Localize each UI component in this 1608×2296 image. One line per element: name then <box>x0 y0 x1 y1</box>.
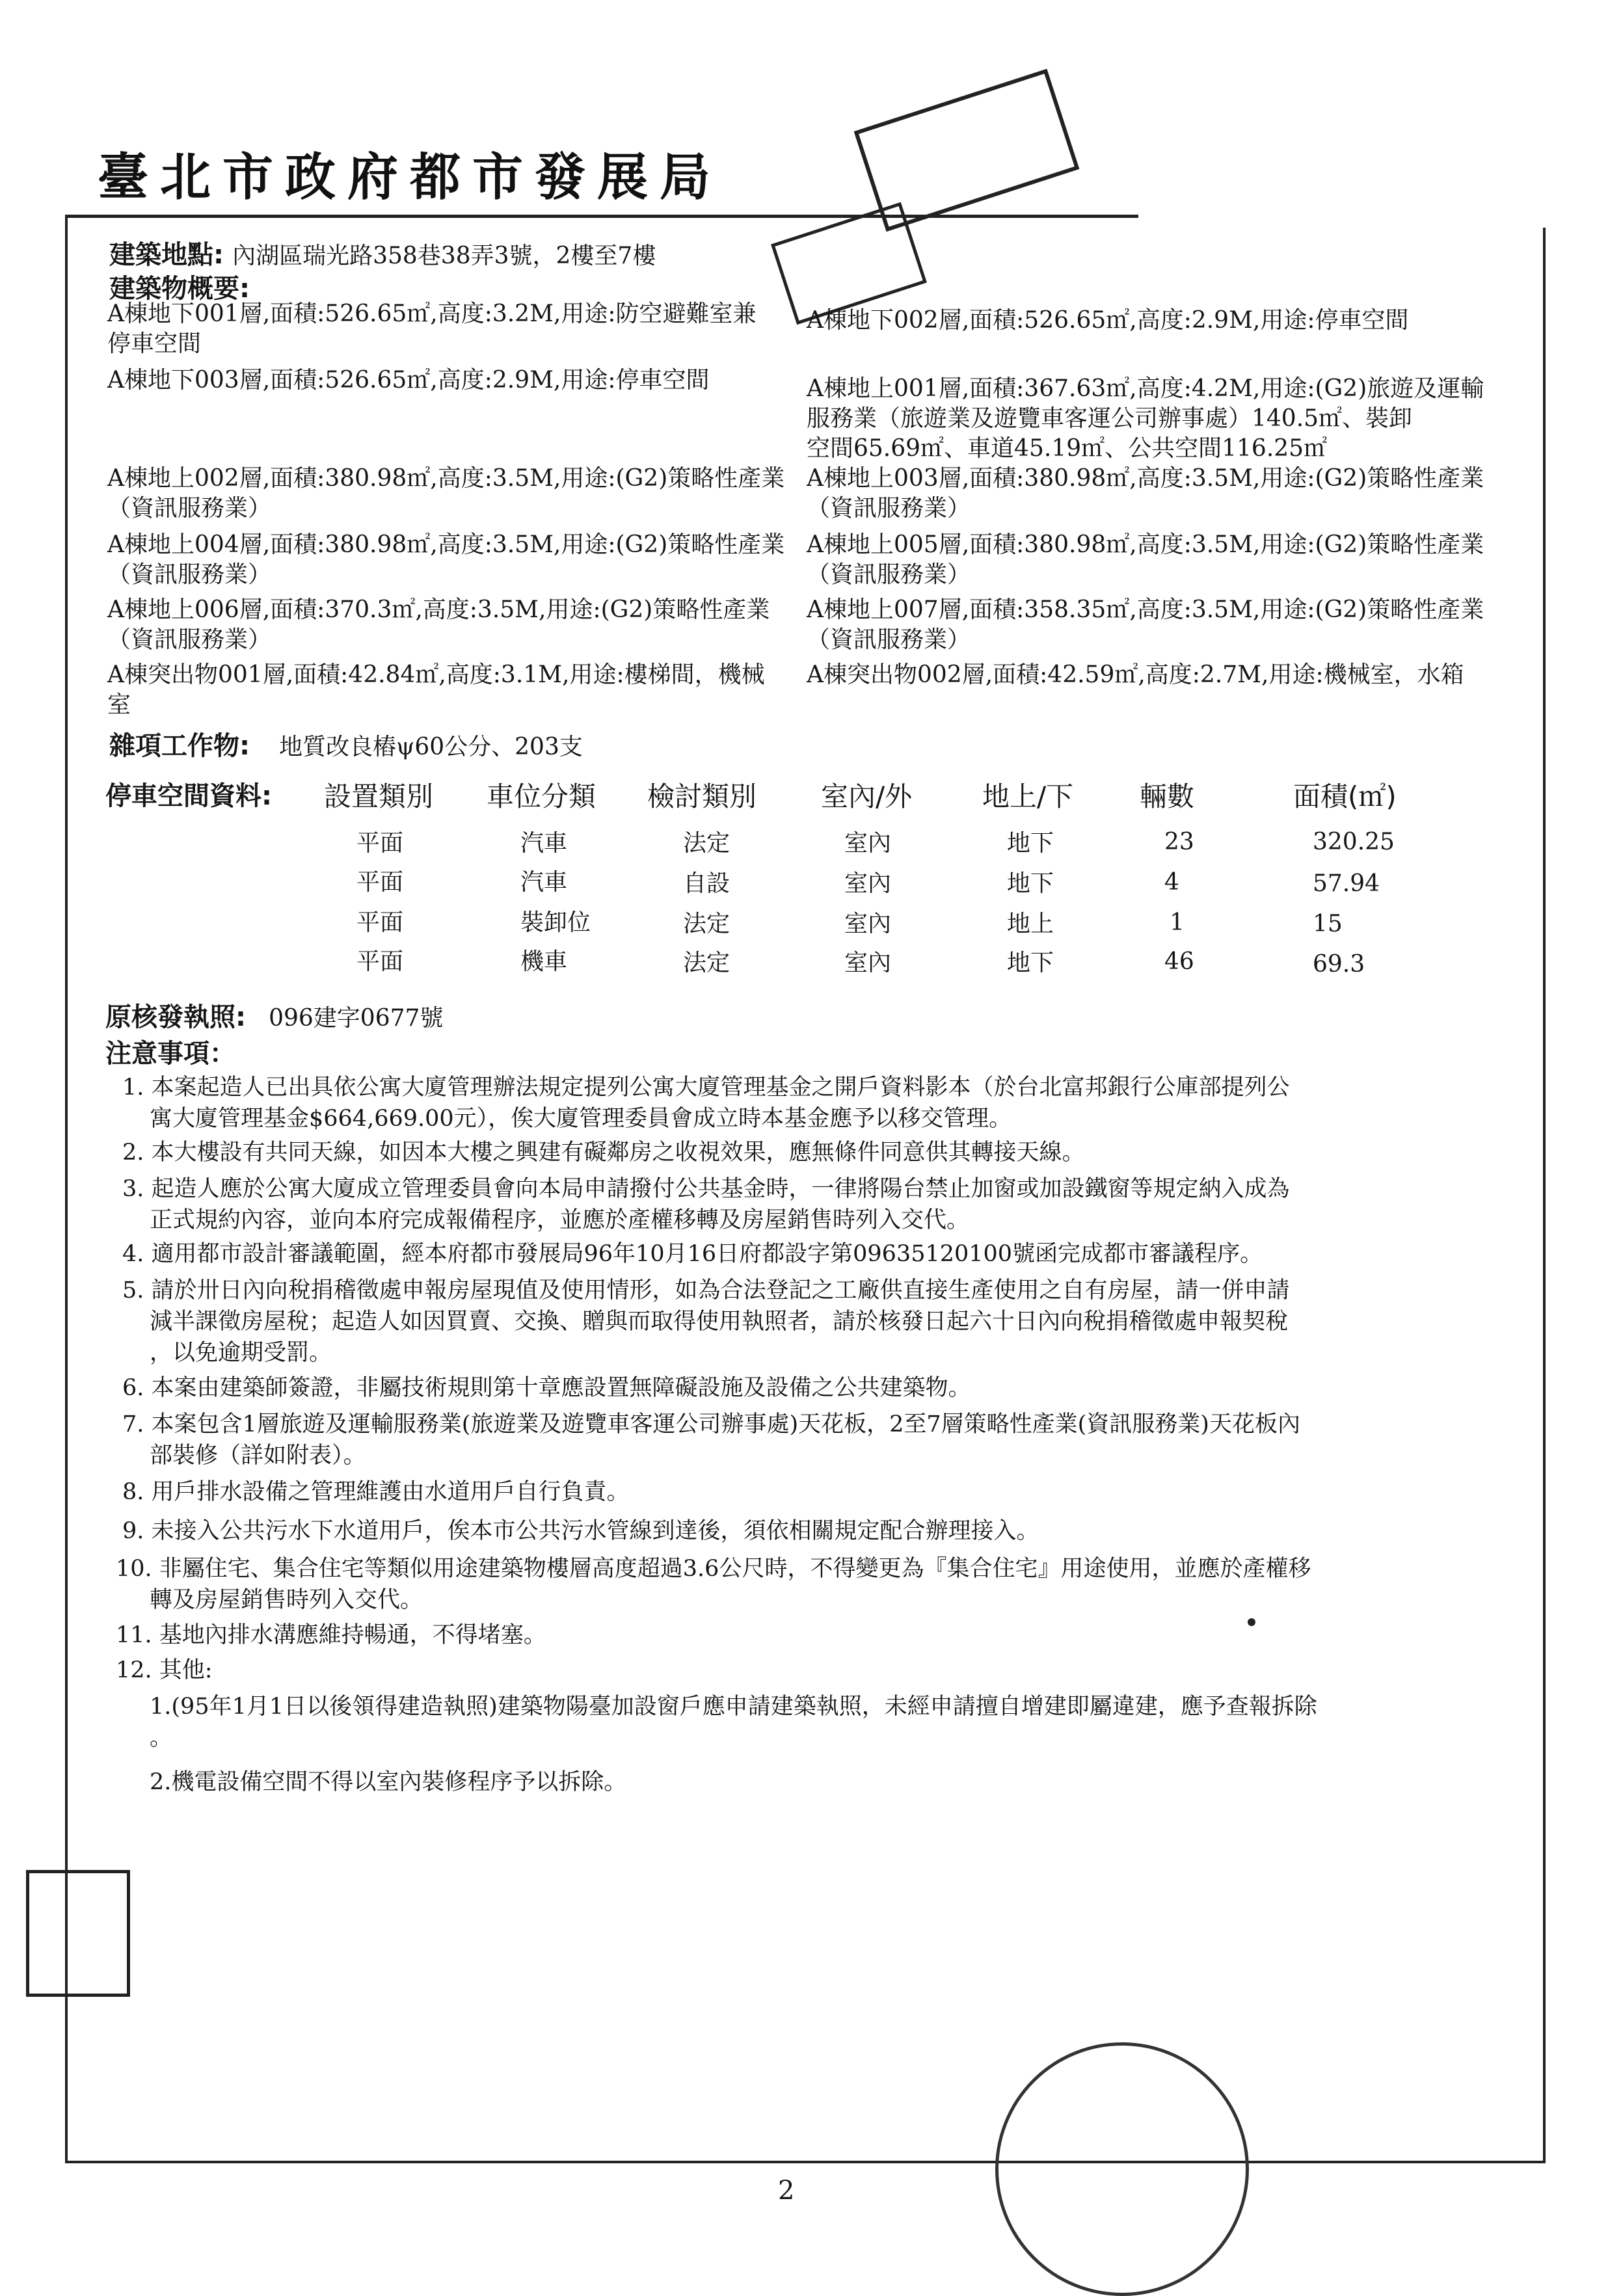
parking-cell: 法定 <box>683 830 730 857</box>
overview-right-0 <box>807 306 1529 336</box>
parking-header-1: 車位分類 <box>487 781 596 812</box>
note-subitem <box>122 1767 1527 1798</box>
parking-cell: 平面 <box>356 830 404 857</box>
note-subitem <box>122 1691 1527 1754</box>
overview-left-0 <box>107 299 803 359</box>
round-seal-bottom-right <box>995 2042 1249 2296</box>
overview-right-5 <box>807 660 1529 690</box>
parking-header-5: 輛數 <box>1140 781 1195 812</box>
note-item <box>122 1137 1527 1168</box>
overview-line: A棟突出物002層,面積:42.59㎡,高度:2.7M,用途:機械室，水箱 <box>807 661 1464 688</box>
overview-line: A棟地上001層,面積:367.63㎡,高度:4.2M,用途:(G2)旅遊及運輸 <box>807 375 1484 402</box>
note-line: 減半課徵房屋稅；起造人如因買賣、交換、贈與而取得使用執照者，請於核發日起六十日內向稅捐稽徵處申報契稅 <box>150 1309 1289 1335</box>
note-line: 5. 請於卅日內向稅捐稽徵處申報房屋現值及使用情形，如為合法登記之工廠供直接生產使用之自有房屋，請一併申請 <box>122 1277 1290 1303</box>
note-line: 3. 起造人應於公寓大廈成立管理委員會向本局申請撥付公共基金時，一律將陽台禁止加窗或加設鐵窗等規定納入成為 <box>122 1176 1290 1202</box>
note-line: 4. 適用都市設計審議範圍，經本府都市發展局96年10月16日府都設字第09635120100號函完成都市審議程序。 <box>122 1241 1263 1267</box>
note-line: 8. 用戶排水設備之管理維護由水道用戶自行負責。 <box>122 1479 630 1505</box>
note-item <box>122 1476 1527 1508</box>
parking-cell: 地下 <box>1007 870 1054 897</box>
parking-header-0: 設置類別 <box>324 781 434 812</box>
overview-label: 建築物概要: <box>109 274 250 304</box>
note-line: 1.(95年1月1日以後領得建造執照)建築物陽臺加設窗戶應申請建築執照，未經申請擅自增建即屬違建，應予查報拆除 <box>150 1694 1317 1720</box>
parking-cell: 法定 <box>683 911 730 937</box>
overview-left-3 <box>107 530 803 590</box>
note-line: 2. 本大樓設有共同天線，如因本大樓之興建有礙鄰房之收視效果，應無條件同意供其轉接天線。 <box>122 1140 1085 1166</box>
overview-line: 室 <box>107 691 131 718</box>
overview-line: A棟地上004層,面積:380.98㎡,高度:3.5M,用途:(G2)策略性產業 <box>107 531 785 558</box>
location-value: 內湖區瑞光路358巷38弄3號，2樓至7樓 <box>232 243 656 269</box>
note-item <box>122 1275 1527 1368</box>
overview-left-4 <box>107 595 803 655</box>
parking-cell: 自設 <box>683 870 730 897</box>
parking-cell: 室內 <box>844 911 892 937</box>
note-item <box>116 1620 1527 1651</box>
parking-cell: 4 <box>1164 869 1179 896</box>
note-item <box>122 1409 1527 1471</box>
note-item <box>122 1072 1527 1134</box>
overview-right-2 <box>807 464 1529 524</box>
parking-cell: 室內 <box>844 870 892 897</box>
parking-cell: 23 <box>1164 829 1194 855</box>
parking-cell: 57.94 <box>1313 870 1380 897</box>
parking-cell: 15 <box>1313 911 1343 937</box>
overview-line: A棟地上002層,面積:380.98㎡,高度:3.5M,用途:(G2)策略性產業 <box>107 465 785 492</box>
overview-left-2 <box>107 464 803 524</box>
note-line: 。 <box>150 1725 173 1751</box>
note-line: 9. 未接入公共污水下水道用戶，俟本市公共污水管線到達後，須依相關規定配合辦理接入。 <box>122 1518 1039 1544</box>
overview-line: （資訊服務業） <box>107 495 272 522</box>
parking-cell: 室內 <box>844 830 892 857</box>
overview-line: （資訊服務業） <box>807 626 971 653</box>
parking-cell: 室內 <box>844 950 892 976</box>
parking-cell: 平面 <box>356 909 404 936</box>
parking-cell: 地下 <box>1007 830 1054 857</box>
overview-line: A棟突出物001層,面積:42.84㎡,高度:3.1M,用途:樓梯間，機械 <box>107 661 765 688</box>
overview-line: A棟地下003層,面積:526.65㎡,高度:2.9M,用途:停車空間 <box>107 367 710 394</box>
note-line: 11. 基地內排水溝應維持暢通，不得堵塞。 <box>116 1622 546 1648</box>
parking-cell: 平面 <box>356 948 404 975</box>
overview-line: 服務業（旅遊業及遊覽車客運公司辦事處）140.5㎡、裝卸 <box>807 405 1413 432</box>
note-line: 12. 其他: <box>116 1657 213 1683</box>
note-item <box>122 1372 1527 1404</box>
note-item <box>122 1238 1527 1270</box>
note-line: 10. 非屬住宅、集合住宅等類似用途建築物樓層高度超過3.6公尺時，不得變更為『集合住宅』用途使用，並應於產權移 <box>116 1556 1311 1582</box>
license-label: 原核發執照: <box>105 1002 246 1032</box>
overview-line: （資訊服務業） <box>807 561 971 588</box>
overview-right-3 <box>807 530 1529 590</box>
seal-stamp-left-margin <box>26 1870 130 1997</box>
misc-works-value: 地質改良樁ψ60公分、203支 <box>279 734 583 760</box>
parking-cell: 法定 <box>683 950 730 976</box>
note-line: 寓大廈管理基金$664,669.00元），俟大廈管理委員會成立時本基金應予以移交管理。 <box>150 1106 1012 1132</box>
parking-header-4: 地上/下 <box>982 781 1074 812</box>
misc-works-label: 雜項工作物: <box>109 731 250 761</box>
overview-line: A棟地下002層,面積:526.65㎡,高度:2.9M,用途:停車空間 <box>807 307 1409 334</box>
document-header-title: 臺北市政府都市發展局 <box>98 148 723 207</box>
overview-line: A棟地上007層,面積:358.35㎡,高度:3.5M,用途:(G2)策略性產業 <box>807 596 1484 623</box>
parking-cell: 46 <box>1164 948 1194 975</box>
overview-line: A棟地上003層,面積:380.98㎡,高度:3.5M,用途:(G2)策略性產業 <box>807 465 1484 492</box>
misc-works-row <box>109 725 583 762</box>
note-line: 2.機電設備空間不得以室內裝修程序予以拆除。 <box>150 1769 627 1795</box>
parking-cell: 汽車 <box>520 869 568 896</box>
parking-header-2: 檢討類別 <box>647 781 757 812</box>
bottom-border <box>65 2161 1546 2163</box>
overview-line: 停車空間 <box>107 330 202 357</box>
parking-cell: 裝卸位 <box>520 909 591 936</box>
parking-cell: 320.25 <box>1313 829 1395 855</box>
note-line: 正式規約內容，並向本府完成報備程序，並應於產權移轉及房屋銷售時列入交代。 <box>150 1207 970 1233</box>
note-line: 1. 本案起造人已出具依公寓大廈管理辦法規定提列公寓大廈管理基金之開戶資料影本（於台北富邦銀行公庫部提列公 <box>122 1075 1290 1101</box>
overview-left-1 <box>107 366 803 395</box>
notes-label: 注意事項： <box>105 1039 235 1069</box>
overview-line: （資訊服務業） <box>807 495 971 522</box>
note-item <box>116 1553 1527 1616</box>
location-label: 建築地點: <box>109 240 224 270</box>
ink-dot <box>1248 1618 1255 1626</box>
note-item <box>116 1655 1527 1686</box>
location-row <box>109 234 656 271</box>
note-line: 轉及房屋銷售時列入交代。 <box>150 1587 423 1613</box>
parking-cell: 機車 <box>520 948 568 975</box>
overview-line: （資訊服務業） <box>107 626 272 653</box>
overview-right-4 <box>807 595 1529 655</box>
note-line: 6. 本案由建築師簽證，非屬技術規則第十章應設置無障礙設施及設備之公共建築物。 <box>122 1375 971 1401</box>
parking-cell: 地下 <box>1007 950 1054 976</box>
parking-cell: 地上 <box>1007 911 1054 937</box>
parking-label: 停車空間資料: <box>105 781 272 811</box>
note-line: ，以免逾期受罰。 <box>150 1340 332 1366</box>
overview-line: （資訊服務業） <box>107 561 272 588</box>
overview-left-5 <box>107 660 803 720</box>
parking-header-6: 面積(㎡) <box>1293 781 1397 812</box>
note-item <box>122 1173 1527 1236</box>
page-number: 2 <box>778 2176 795 2206</box>
parking-cell: 汽車 <box>520 830 568 857</box>
parking-cell: 1 <box>1170 909 1185 936</box>
note-line: 部裝修（詳如附表）。 <box>150 1443 366 1469</box>
overview-right-1 <box>807 374 1529 464</box>
note-line: 7. 本案包含1層旅遊及運輸服務業(旅遊業及遊覽車客運公司辦事處)天花板，2至7層策略性產業(資訊服務業)天花板內 <box>122 1411 1300 1437</box>
license-row <box>105 996 443 1034</box>
license-value: 096建字0677號 <box>269 1005 444 1032</box>
notes-list <box>116 1072 1527 1798</box>
parking-header-3: 室內/外 <box>821 781 913 812</box>
overview-line: 空間65.69㎡、車道45.19㎡、公共空間116.25㎡ <box>807 435 1328 462</box>
overview-line: A棟地上005層,面積:380.98㎡,高度:3.5M,用途:(G2)策略性產業 <box>807 531 1484 558</box>
parking-cell: 69.3 <box>1313 951 1365 978</box>
right-border <box>1543 228 1546 2163</box>
header-rule <box>65 215 1138 218</box>
overview-line: A棟地下001層,面積:526.65㎡,高度:3.2M,用途:防空避難室兼 <box>107 300 757 327</box>
overview-line: A棟地上006層,面積:370.3㎡,高度:3.5M,用途:(G2)策略性產業 <box>107 596 770 623</box>
note-item <box>122 1515 1527 1547</box>
parking-cell: 平面 <box>356 869 404 896</box>
